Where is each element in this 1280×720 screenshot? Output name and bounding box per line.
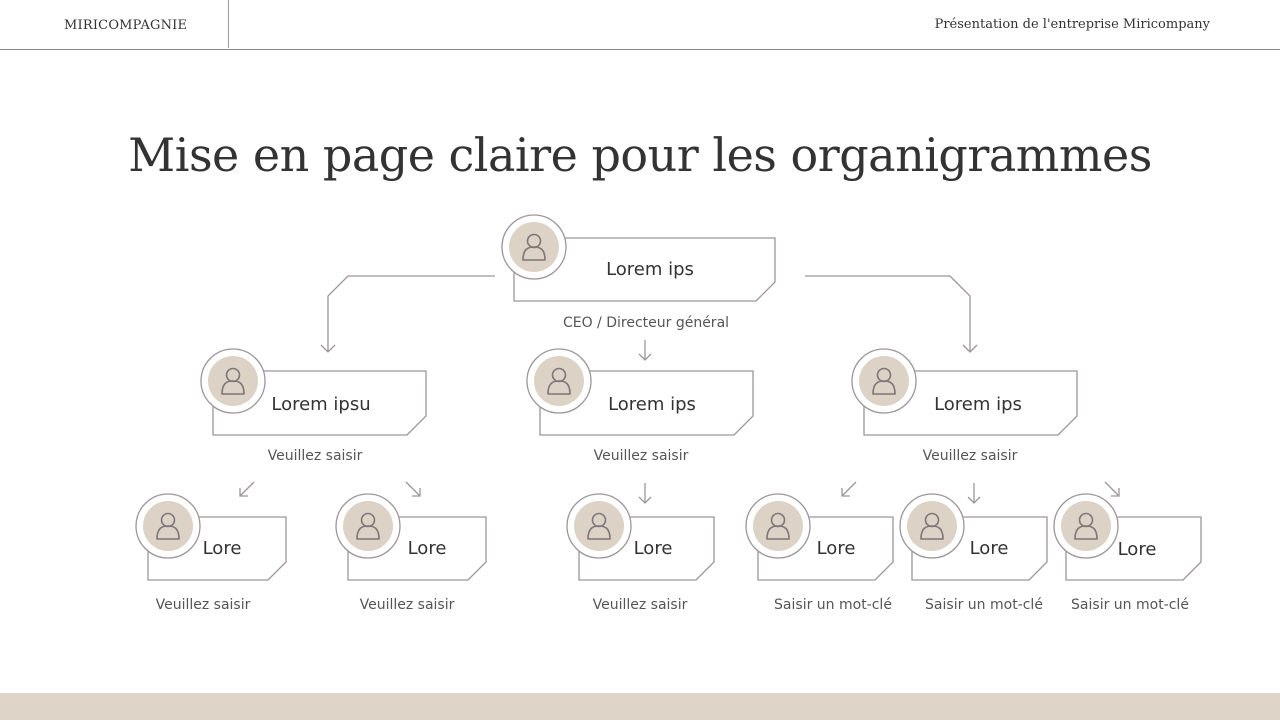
page-title: Mise en page claire pour les organigrammes	[128, 128, 1152, 182]
arrow-m3-s4	[842, 482, 856, 496]
node-role: Veuillez saisir	[359, 597, 455, 613]
brand-name: MIRICOMPAGNIE	[64, 18, 188, 33]
node-role: Veuillez saisir	[593, 448, 689, 464]
org-node-staff-5	[900, 494, 1047, 613]
node-name: Lore	[1117, 539, 1157, 560]
node-name: Lore	[633, 538, 673, 559]
node-name: Lore	[407, 538, 447, 559]
arrow-m3-s6	[1105, 482, 1119, 496]
node-name: Lorem ips	[608, 394, 696, 415]
node-name: Lore	[202, 538, 242, 559]
org-node-staff-1	[136, 494, 286, 613]
connector-ceo-right	[805, 276, 970, 352]
node-role: Veuillez saisir	[155, 597, 251, 613]
node-name: Lore	[969, 538, 1009, 559]
arrow-m2-s3	[639, 483, 651, 503]
node-role: Saisir un mot-clé	[925, 597, 1043, 613]
org-node-manager-1	[201, 349, 426, 464]
org-node-manager-3	[852, 349, 1077, 464]
arrow-m1-s1	[240, 482, 254, 496]
node-role: Saisir un mot-clé	[774, 597, 892, 613]
presentation-subtitle: Présentation de l'entreprise Miricompany	[934, 17, 1210, 32]
node-role: Veuillez saisir	[592, 597, 688, 613]
org-node-staff-4	[746, 494, 893, 613]
arrow-m3-s5	[968, 483, 980, 503]
node-role: CEO / Directeur général	[562, 315, 730, 331]
arrow-m1-s2	[406, 482, 420, 496]
org-node-staff-3	[567, 494, 714, 613]
node-name: Lorem ips	[934, 394, 1022, 415]
arrow-ceo-mid	[639, 340, 651, 360]
connector-ceo-left	[328, 276, 495, 352]
node-name: Lorem ips	[606, 259, 694, 280]
node-role: Veuillez saisir	[267, 448, 363, 464]
org-node-staff-2	[336, 494, 486, 613]
org-node-staff-6	[1054, 494, 1201, 613]
node-name: Lorem ipsu	[271, 394, 371, 415]
node-name: Lore	[816, 538, 856, 559]
node-role: Saisir un mot-clé	[1071, 597, 1189, 613]
org-node-ceo	[502, 215, 775, 331]
footer-accent-bar	[0, 693, 1280, 720]
node-role: Veuillez saisir	[922, 448, 1018, 464]
org-node-manager-2	[527, 349, 753, 464]
